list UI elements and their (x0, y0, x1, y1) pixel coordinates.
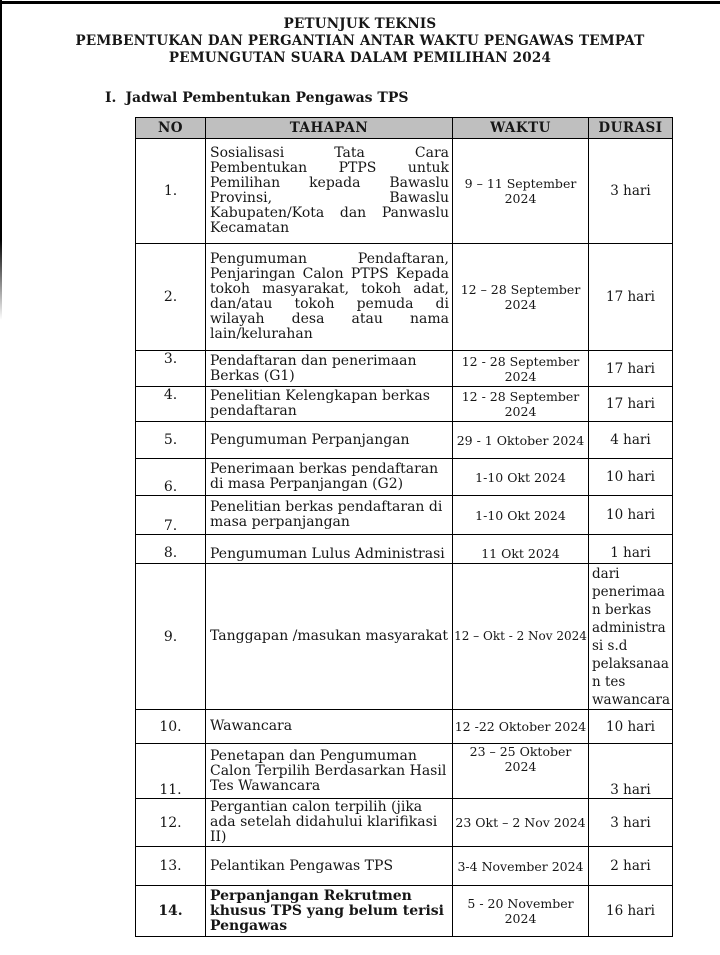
column-header-waktu: WAKTU (453, 118, 589, 139)
table-row (136, 139, 673, 244)
table-row (136, 459, 673, 496)
table-row (136, 351, 673, 387)
table-row (136, 744, 673, 799)
section-title: Jadwal Pembentukan Pengawas TPS (125, 90, 409, 106)
cell-no: 5. (136, 422, 206, 459)
table-row (136, 564, 673, 710)
cell-no: 9. (136, 564, 206, 710)
cell-no: 10. (136, 710, 206, 744)
cell-waktu: 3-4 November 2024 (453, 847, 589, 886)
section-number: I. (105, 90, 117, 106)
cell-durasi: 3 hari (589, 139, 673, 244)
section-heading (105, 90, 409, 106)
cell-tahapan: Pelantikan Pengawas TPS (206, 847, 453, 886)
cell-waktu: 29 - 1 Oktober 2024 (453, 422, 589, 459)
table-row (136, 496, 673, 535)
cell-durasi: 10 hari (589, 459, 673, 496)
cell-tahapan: Penetapan dan Pengumuman Calon Terpilih Berdasarkan Hasil Tes Wawancara (206, 744, 453, 799)
cell-tahapan: Tanggapan /masukan masyarakat (206, 564, 453, 710)
table-row (136, 847, 673, 886)
table-row (136, 710, 673, 744)
cell-waktu: 12 - 28 September 2024 (453, 351, 589, 387)
table-row (136, 244, 673, 351)
column-header-no: NO (136, 118, 206, 139)
cell-no: 11. (136, 744, 206, 799)
cell-waktu: 1-10 Okt 2024 (453, 496, 589, 535)
cell-no: 14. (136, 886, 206, 937)
cell-tahapan: Pengumuman Perpanjangan (206, 422, 453, 459)
cell-durasi: dari penerimaan berkas administrasi s.d pelaksanaan tes wawancara (589, 564, 673, 710)
cell-durasi: 4 hari (589, 422, 673, 459)
cell-durasi: 3 hari (589, 744, 673, 799)
clipped-cell-content: 1 hari (610, 545, 651, 561)
table-row (136, 799, 673, 847)
title-line-3: PEMUNGUTAN SUARA DALAM PEMILIHAN 2024 (168, 50, 552, 66)
cell-no (136, 535, 206, 564)
cell-tahapan: Penerimaan berkas pendaftaran di masa Perpanjangan (G2) (206, 459, 453, 496)
cell-tahapan: Wawancara (206, 710, 453, 744)
cell-tahapan: Penelitian Kelengkapan berkas pendaftaran (206, 387, 453, 422)
schedule-table (135, 117, 673, 937)
clipped-cell-content: Pengumuman Lulus Administrasi (210, 546, 445, 562)
cell-no: 1. (136, 139, 206, 244)
cell-durasi: 10 hari (589, 496, 673, 535)
cell-no: 3. (136, 351, 206, 387)
table-row (136, 535, 673, 564)
table-row (136, 422, 673, 459)
cell-durasi: 3 hari (589, 799, 673, 847)
cell-durasi: 17 hari (589, 244, 673, 351)
cell-waktu: 12 – 28 September 2024 (453, 244, 589, 351)
cell-tahapan: Perpanjangan Rekrutmen khusus TPS yang belum terisi Pengawas (206, 886, 453, 937)
cell-durasi: 2 hari (589, 847, 673, 886)
cell-durasi: 17 hari (589, 387, 673, 422)
cell-tahapan: Penelitian berkas pendaftaran di masa perpanjangan (206, 496, 453, 535)
cell-tahapan: Pengumuman Pendaftaran, Penjaringan Calon PTPS Kepada tokoh masyarakat, tokoh adat, dan/atau tokoh pemuda di wilayah desa atau nama lain/kelurahan (206, 244, 453, 351)
cell-waktu: 9 – 11 September 2024 (453, 139, 589, 244)
cell-tahapan: Sosialisasi Tata Cara Pembentukan PTPS untuk Pemilihan kepada Bawaslu Provinsi, Bawaslu Kabupaten/Kota dan Panwaslu Kecamatan (206, 139, 453, 244)
cell-waktu: 5 - 20 November 2024 (453, 886, 589, 937)
cell-waktu (453, 535, 589, 564)
clipped-cell-content: 8. (163, 545, 178, 561)
table-row (136, 886, 673, 937)
table-header-row (136, 118, 673, 139)
column-header-durasi: DURASI (589, 118, 673, 139)
cell-waktu: 23 – 25 Oktober 2024 (453, 744, 589, 799)
cell-durasi: 17 hari (589, 351, 673, 387)
cell-durasi (589, 535, 673, 564)
cell-waktu: 23 Okt – 2 Nov 2024 (453, 799, 589, 847)
cell-tahapan: Pergantian calon terpilih (jika ada setelah didahului klarifikasi II) (206, 799, 453, 847)
cell-waktu: 12 – Okt - 2 Nov 2024 (453, 564, 589, 710)
cell-no: 7. (136, 496, 206, 535)
scan-artifact-top-edge (0, 1, 720, 4)
cell-waktu: 12 - 28 September 2024 (453, 387, 589, 422)
cell-waktu: 1-10 Okt 2024 (453, 459, 589, 496)
title-line-2: PEMBENTUKAN DAN PERGANTIAN ANTAR WAKTU PENGAWAS TEMPAT (75, 33, 645, 49)
title-line-1: PETUNJUK TEKNIS (283, 16, 437, 32)
cell-no: 2. (136, 244, 206, 351)
document-title (0, 16, 720, 67)
cell-no: 13. (136, 847, 206, 886)
cell-durasi: 10 hari (589, 710, 673, 744)
table-row (136, 387, 673, 422)
table-body (136, 139, 673, 937)
cell-durasi: 16 hari (589, 886, 673, 937)
cell-no: 4. (136, 387, 206, 422)
cell-no: 6. (136, 459, 206, 496)
column-header-tahapan: TAHAPAN (206, 118, 453, 139)
cell-waktu: 12 -22 Oktober 2024 (453, 710, 589, 744)
clipped-cell-content: 11 Okt 2024 (481, 546, 560, 561)
cell-no: 12. (136, 799, 206, 847)
cell-tahapan: Pendaftaran dan penerimaan Berkas (G1) (206, 351, 453, 387)
cell-tahapan (206, 535, 453, 564)
